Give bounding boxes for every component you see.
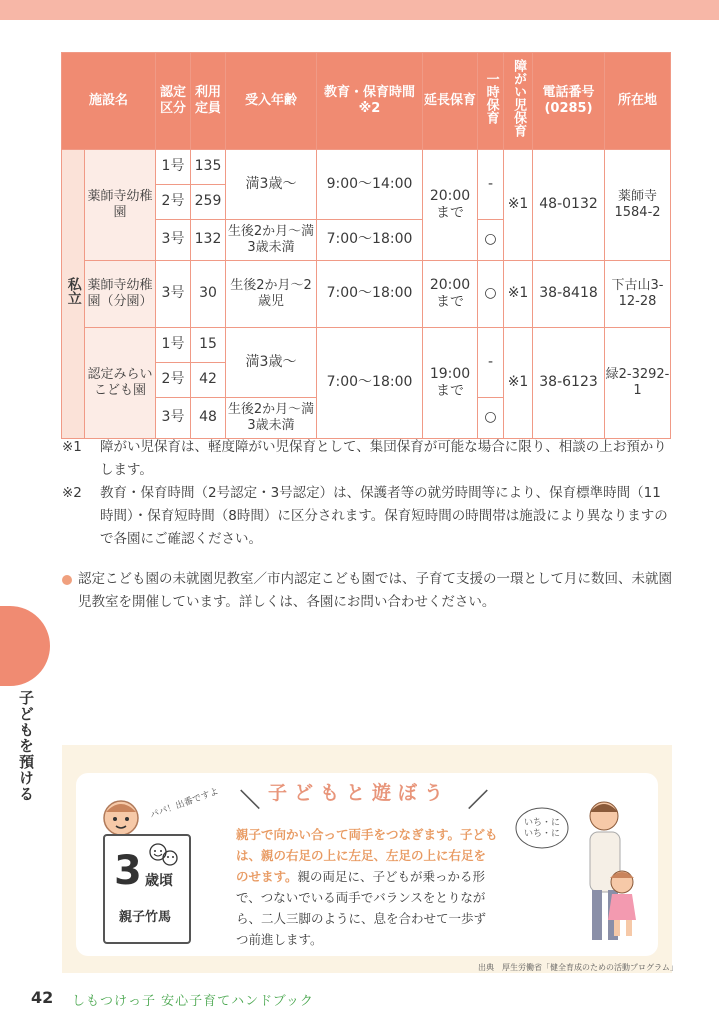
table-row: [62, 150, 671, 185]
smiley-faces-icon: [148, 842, 178, 868]
game-name: 親子竹馬: [118, 910, 171, 925]
header-extended: 延長保育: [423, 53, 478, 150]
extended-cell: 20:00まで: [423, 261, 478, 328]
hours-cell: 7:00〜18:00: [317, 261, 423, 328]
age-cell: 満3歳〜: [226, 328, 317, 398]
facility-name: 薬師寺幼稚園: [85, 150, 156, 261]
class-cell: 2号: [156, 185, 191, 220]
title-deco-right-icon: ／: [468, 788, 488, 812]
age-cell: 生後2か月〜満3歳未満: [226, 398, 317, 439]
address-cell: 下古山3-12-28: [605, 261, 671, 328]
extended-cell: 20:00まで: [423, 150, 478, 261]
page-number: 42: [31, 988, 54, 1007]
temporary-cell: ○: [478, 398, 504, 439]
age-cell: 生後2か月〜満3歳未満: [226, 220, 317, 261]
phone-cell: 38-6123: [533, 328, 605, 439]
play-highlight: 親子で向かい合って両手をつなぎます。子どもは、親の右足の上に左足、左足の上に右足をのせます。: [236, 827, 498, 884]
header-facility-name: 施設名: [62, 53, 156, 150]
table-row: [62, 328, 671, 363]
extended-cell: 19:00まで: [423, 328, 478, 439]
play-title: 子どもと遊ぼう: [268, 782, 451, 804]
header-temporary: 一時保育: [478, 53, 504, 150]
note-mark: ※1: [62, 439, 82, 455]
age-number: 3: [114, 848, 142, 894]
class-cell: 3号: [156, 220, 191, 261]
disabled-care-cell: ※1: [504, 328, 533, 439]
phone-cell: 48-0132: [533, 150, 605, 261]
header-hours: 教育・保育時間※2: [317, 53, 423, 150]
header-disabled-care: 障がい児保育: [504, 53, 533, 150]
age-unit: 歳頃: [145, 873, 173, 889]
hours-cell: 9:00〜14:00: [317, 150, 423, 220]
class-cell: 3号: [156, 398, 191, 439]
facility-name: 薬師寺幼稚園（分園）: [85, 261, 156, 328]
play-description: [236, 824, 498, 950]
capacity-cell: 48: [191, 398, 226, 439]
info-bullet: [62, 568, 674, 614]
capacity-cell: 259: [191, 185, 226, 220]
header-age: 受入年齢: [226, 53, 317, 150]
disabled-care-cell: ※1: [504, 150, 533, 261]
info-bullet-text: 認定こども園の未就園児教室／市内認定こども園では、子育て支援の一環として月に数回、未就園児教室を開催しています。詳しくは、各園にお問い合わせください。: [78, 571, 672, 610]
temporary-cell: -: [478, 150, 504, 220]
source-credit: 出典 厚生労働省「健全育成のための活動プログラム」: [478, 963, 678, 972]
class-cell: 1号: [156, 150, 191, 185]
title-deco-left-icon: ＼: [240, 788, 260, 812]
side-tab: [0, 606, 50, 686]
header-phone: 電話番号(0285): [533, 53, 605, 150]
header-class: 認定区分: [156, 53, 191, 150]
hours-cell: 7:00〜18:00: [317, 220, 423, 261]
class-cell: 1号: [156, 328, 191, 363]
speech-papa: パパ！出番ですよ: [148, 786, 221, 821]
note-mark: ※2: [62, 485, 82, 501]
top-color-bar: [0, 0, 719, 20]
header-capacity: 利用定員: [191, 53, 226, 150]
temporary-cell: ○: [478, 220, 504, 261]
table-header-row: [62, 53, 671, 150]
capacity-cell: 132: [191, 220, 226, 261]
play-description-lined: [236, 827, 498, 947]
note-text: 障がい児保育は、軽度障がい児保育として、集団保育が可能な場合に限り、相談の上お預かりします。: [100, 439, 667, 478]
table-row: [62, 261, 671, 328]
category-private: 私立: [62, 150, 85, 439]
age-cell: 満3歳〜: [226, 150, 317, 220]
note-text: 教育・保育時間（2号認定・3号認定）は、保護者等の就労時間等により、保育標準時間（11時間）・保育短時間（8時間）に区分されます。保育短時間の時間帯は施設により異なりますので各園にご確認ください。: [100, 485, 668, 547]
side-section-label: 子どもを預ける: [17, 690, 35, 802]
class-cell: 3号: [156, 261, 191, 328]
class-cell: 2号: [156, 363, 191, 398]
address-cell: 緑2-3292-1: [605, 328, 671, 439]
note-item: [62, 436, 674, 482]
capacity-cell: 15: [191, 328, 226, 363]
parent-child-illustration-icon: [512, 790, 662, 950]
hours-cell: 7:00〜18:00: [317, 328, 423, 439]
temporary-cell: ○: [478, 261, 504, 328]
facility-table: [61, 52, 671, 439]
address-cell: 薬師寺1584-2: [605, 150, 671, 261]
note-item: [62, 482, 674, 551]
bullet-dot-icon: [62, 575, 72, 585]
capacity-cell: 30: [191, 261, 226, 328]
capacity-cell: 135: [191, 150, 226, 185]
capacity-cell: 42: [191, 363, 226, 398]
notes: [62, 436, 674, 551]
facility-name: 認定みらいこども園: [85, 328, 156, 439]
handbook-title: しもつけっ子 安心子育てハンドブック: [72, 994, 314, 1009]
age-cell: 生後2か月〜2歳児: [226, 261, 317, 328]
header-address: 所在地: [605, 53, 671, 150]
temporary-cell: -: [478, 328, 504, 398]
phone-cell: 38-8418: [533, 261, 605, 328]
speech-child: いち・にいち・に: [523, 818, 560, 839]
disabled-care-cell: ※1: [504, 261, 533, 328]
play-body: 親の両足に、子どもが乗っかる形で、つないでいる両手でバランスをとりながら、二人三脚のように、息を合わせて一歩ずつ前進します。: [236, 869, 487, 947]
